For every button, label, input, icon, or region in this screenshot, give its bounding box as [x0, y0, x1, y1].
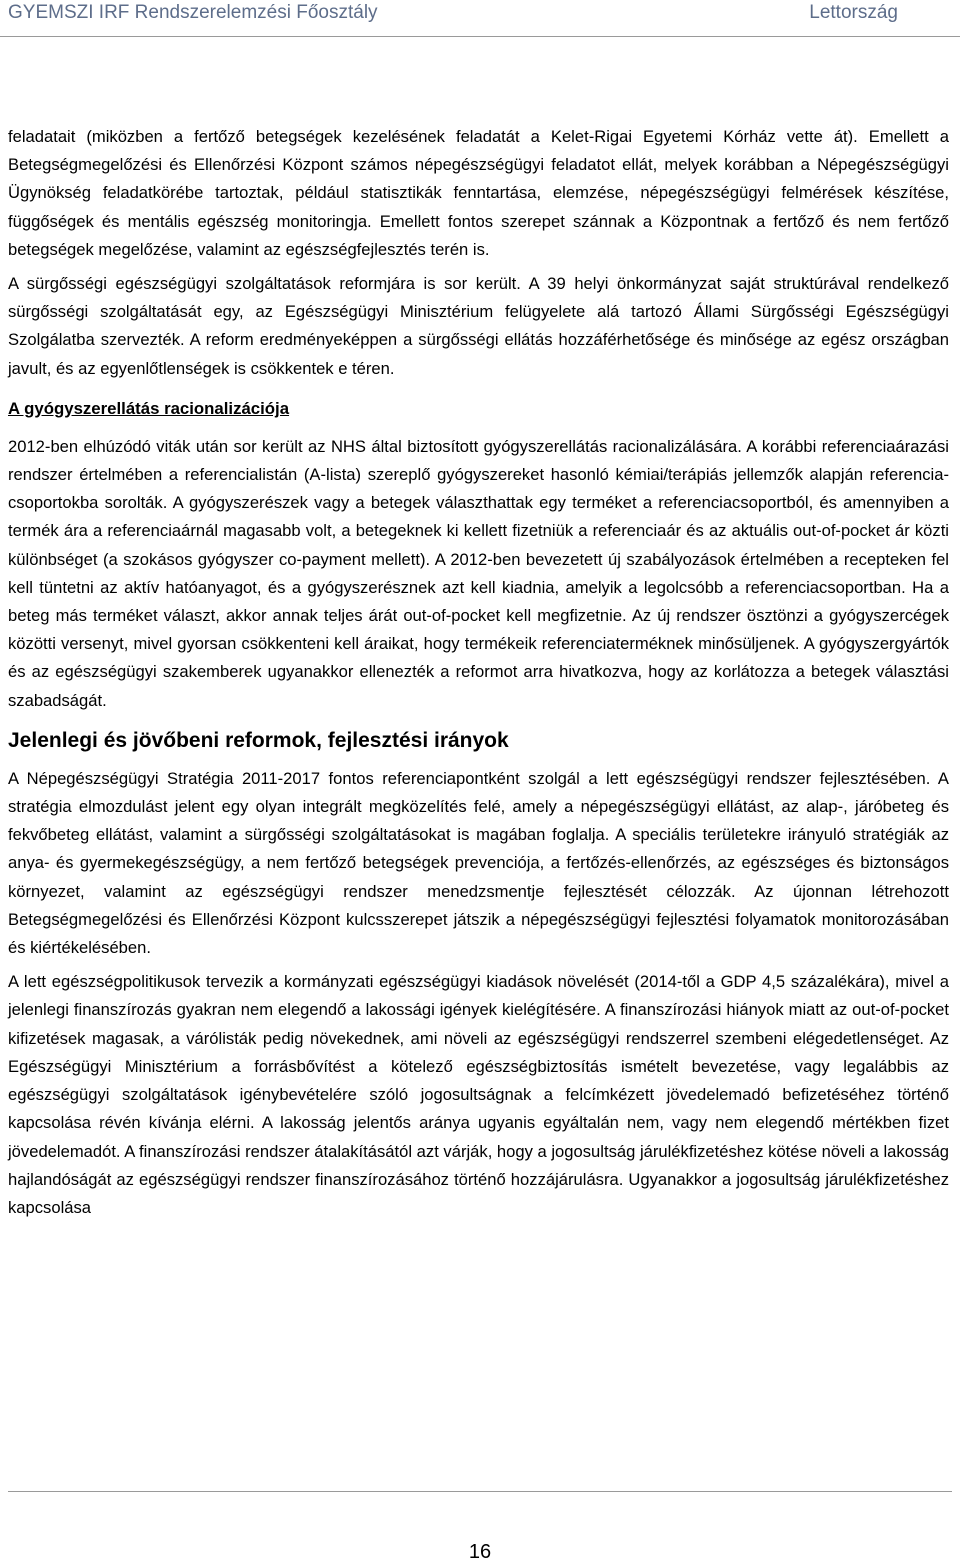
paragraph-financing: A lett egészségpolitikusok tervezik a kormányzati egészségügyi kiadások növelését (2014-től a GDP 4,5 százalékára), mivel a jelenlegi finanszírozás gyakran nem elegendő a lakossági igények kielégítésére. A finanszírozási hiányok miatt az out-of-pocket kifizetések magasak, a várólisták pedig növekednek, ami növeli az egészségügyi rendszerrel szembeni elégedetlenséget. Az Egészségügyi Minisztérium a forrásbővítést a kötelező egészségbiztosítás ismételt bevezetése, vagy legalábbis az egészségügyi szolgáltatások igénybevételére szóló jogosultságnak a felcímkézett jövedelemadó befizetéséhez történő kapcsolása révén kívánja elérni. A lakosság jelentős aránya ugyanis egyáltalán nem, vagy nem elegendő mértékben fizet jövedelemadót. A finanszírozási rendszer átalakításától azt várják, hogy a jogosultság járulékfizetéshez kötése növeli a lakosság hajlandóságát az egészségügyi rendszer finanszírozásához történő hozzájárulásra. Ugyanakkor a jogosultság járulékfizetéshez kapcsolása [8, 972, 949, 1217]
page-number: 16 [468, 1541, 492, 1563]
page-header [0, 0, 960, 37]
document-body [8, 123, 949, 1222]
paragraph-public-health-strategy: A Népegészségügyi Stratégia 2011-2017 fontos referenciapontként szolgál a lett egészségügyi rendszer fejlesztésében. A stratégia elmozdulást jelent egy olyan integrált megközelítés felé, amely a népegészségügyi ellátást, az alap-, járóbeteg és fekvőbeteg ellátást, valamint a sürgősségi szolgáltatásokat is magában foglalja. A speciális területekre irányuló stratégiák az anya- és gyermekegészségügy, a nem fertőző betegségek prevenciója, a fertőzés-ellenőrzés, az egészséges és biztonságos környezet, valamint az egészségügyi rendszer menedzsmentje fejlesztését célozzák. Az újonnan létrehozott Betegségmegelőzési és Ellenőrzési Központ kulcsszerepet játszik a népegészségügyi fejlesztési folyamatok monitorozásában és kiértékelésében. [8, 768, 949, 958]
paragraph-pharma-reform: 2012-ben elhúzódó viták után sor került az NHS által biztosított gyógyszerellátás racionalizálására. A korábbi referenciaárazási rendszer értelmében a referencialistán (A-lista) szereplő gyógyszereket hasonló kémiai/terápiás jellemzők alapján referencia-csoportokba sorolták. A gyógyszerészek vagy a betegek választhattak egy terméket a referenciacsoportból, és amennyiben a termék ára a referenciaárnál magasabb volt, a betegeknek ki kellett fizetniük a referenciaár és az aktuális out-of-pocket ár közti különbséget (a szokásos gyógyszer co-payment mellett). A 2012-ben bevezetett új szabályozások értelmében a recepteken fel kell tüntetni az aktív hatóanyagot, és a gyógyszerésznek azt kell kiadnia, amelyik a legolcsóbb a referenciacsoportban. Ha a beteg más terméket választ, akkor annak teljes árát out-of-pocket kell megfizetnie. Az új rendszer ösztönzi a gyógyszercégek közötti versenyt, mivel gyorsan csökkenteni kell áraikat, hogy termékeik referenciaterméknek minősüljenek. A gyógyszergyártók és az egészségügyi szakemberek ugyanakkor ellenezték a reformot arra hivatkozva, hogy az korlátozza a betegek választási szabadságát. [8, 436, 949, 710]
paragraph-emergency-reform: A sürgősségi egészségügyi szolgáltatások reformjára is sor került. A 39 helyi önkormányzat saját struktúrával rendelkező sürgősségi szolgáltatását egy, az Egészségügyi Minisztérium felügyelete alá tartozó Állami Sürgősségi Egészségügyi Szolgálatba szervezték. A reform eredményeképpen a sürgősségi ellátás hozzáférhetősége és minősége az egész országban javult, és az egyenlőtlenségek is csökkentek e téren. [8, 274, 949, 378]
header-country: Lettország [809, 2, 898, 23]
footer-divider [8, 1491, 952, 1492]
paragraph-public-health-center: feladatait (miközben a fertőző betegségek kezelésének feladatát a Kelet-Rigai Egyetemi Kórház vette át). Emellett a Betegségmegelőzési és Ellenőrzési Központ számos népegészségügyi feladatot ellát, melyek korábban a Népegészségügyi Ügynökség feladatkörébe tartoztak, például statisztikák fenntartása, elemzése, népegészségügyi felmérések készítése, függőségek és mentális egészség monitoringja. Emellett fontos szerepet szánnak a Központnak a fertőző és nem fertőző betegségek megelőzése, valamint az egészségfejlesztés terén is. [8, 127, 949, 259]
header-organization: GYEMSZI IRF Rendszerelemzési Főosztály [8, 2, 378, 23]
subheading-pharma-rationalization: A gyógyszerellátás racionalizációja [8, 398, 290, 418]
section-heading-reforms: Jelenlegi és jövőbeni reformok, fejlesztési irányok [8, 728, 509, 752]
